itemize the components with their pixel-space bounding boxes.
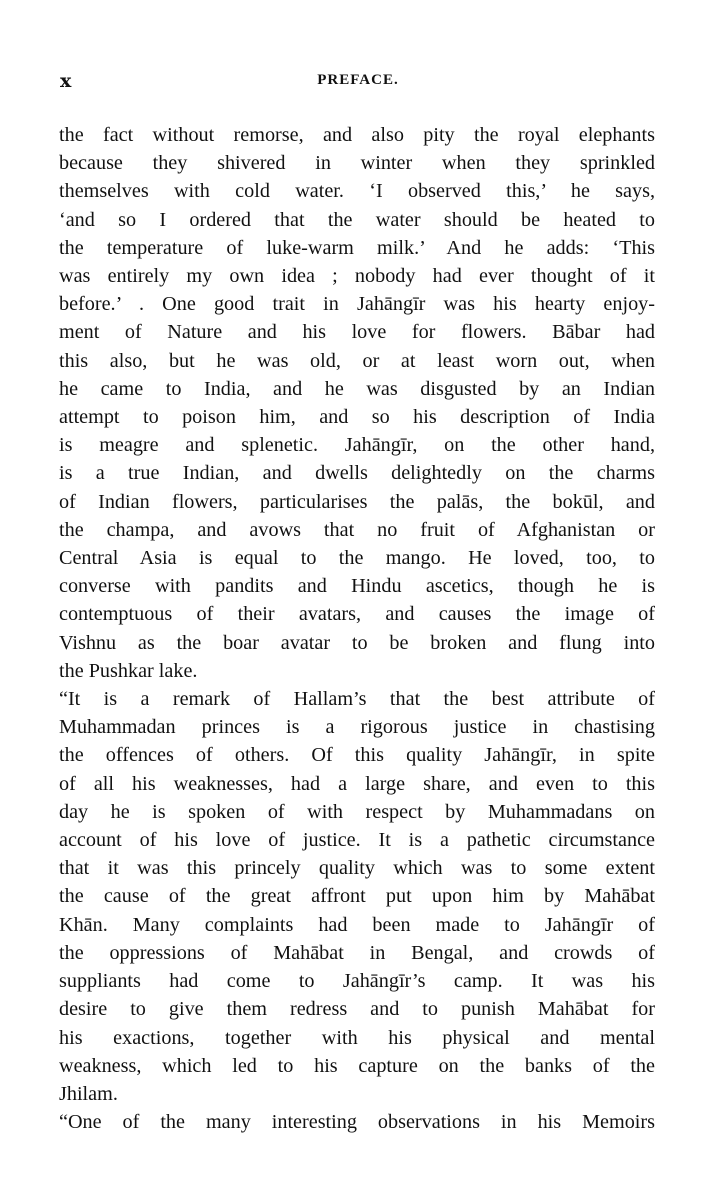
text-line: he came to India, and he was disgusted by an Indian <box>59 377 655 400</box>
text-line: attempt to poison him, and so his description of India <box>59 406 655 429</box>
text-line: day he is spoken of with respect by Muhammadans on <box>59 800 655 823</box>
text-line: weakness, which led to his capture on the banks of the <box>59 1054 655 1077</box>
text-line: suppliants had come to Jahāngīr’s camp. It was his <box>59 970 655 993</box>
text-line: of all his weaknesses, had a large share, and even to this <box>59 772 655 795</box>
text-line: that it was this princely quality which was to some extent <box>59 857 655 880</box>
text-line: this also, but he was old, or at least worn out, when <box>59 349 655 372</box>
page-header <box>60 70 656 100</box>
text-line: the fact without remorse, and also pity the royal elephants <box>59 124 655 146</box>
text-line: because they shivered in winter when they sprinkled <box>59 152 655 175</box>
text-line: ment of Nature and his love for flowers. Bābar had <box>59 321 655 344</box>
text-line: account of his love of justice. It is a pathetic circumstance <box>59 829 655 852</box>
text-line: the Pushkar lake. <box>59 659 198 682</box>
text-line: Jhilam. <box>59 1082 118 1105</box>
text-line: the temperature of luke-warm milk.’ And he adds: ‘This <box>59 236 655 259</box>
text-line: “It is a remark of Hallam’s that the best attribute of <box>59 688 655 711</box>
text-line: desire to give them redress and to punish Mahābat for <box>59 998 655 1021</box>
text-line: “One of the many interesting observations in his Memoirs <box>59 1111 655 1134</box>
text-line: is a true Indian, and dwells delightedly on the charms <box>59 462 655 485</box>
text-line: was entirely my own idea ; nobody had ever thought of it <box>59 265 655 288</box>
text-line: the champa, and avows that no fruit of Afghanistan or <box>59 518 655 541</box>
text-line: ‘and so I ordered that the water should be heated to <box>59 208 655 231</box>
text-line: Vishnu as the boar avatar to be broken and flung into <box>59 631 655 654</box>
text-line: converse with pandits and Hindu ascetics, though he is <box>59 575 655 598</box>
body-text <box>59 121 655 1136</box>
text-line: the oppressions of Mahābat in Bengal, and crowds of <box>59 941 655 964</box>
text-line: of Indian flowers, particularises the palās, the bokūl, and <box>59 490 655 513</box>
page-number: x <box>60 70 73 92</box>
text-line: the cause of the great affront put upon him by Mahābat <box>59 885 655 908</box>
text-line: the offences of others. Of this quality Jahāngīr, in spite <box>59 744 655 767</box>
text-line: contemptuous of their avatars, and causes the image of <box>59 603 655 626</box>
text-line: Muhammadan princes is a rigorous justice in chastising <box>59 716 655 739</box>
text-line: is meagre and splenetic. Jahāngīr, on the other hand, <box>59 434 655 457</box>
text-line: before.’ . One good trait in Jahāngīr was his hearty enjoy- <box>59 293 655 316</box>
text-line: Central Asia is equal to the mango. He loved, too, to <box>59 547 655 570</box>
text-line: his exactions, together with his physical and mental <box>59 1026 655 1049</box>
text-line: Khān. Many complaints had been made to Jahāngīr of <box>59 913 655 936</box>
text-line: themselves with cold water. ‘I observed this,’ he says, <box>59 180 655 203</box>
running-title: PREFACE. <box>317 72 399 88</box>
